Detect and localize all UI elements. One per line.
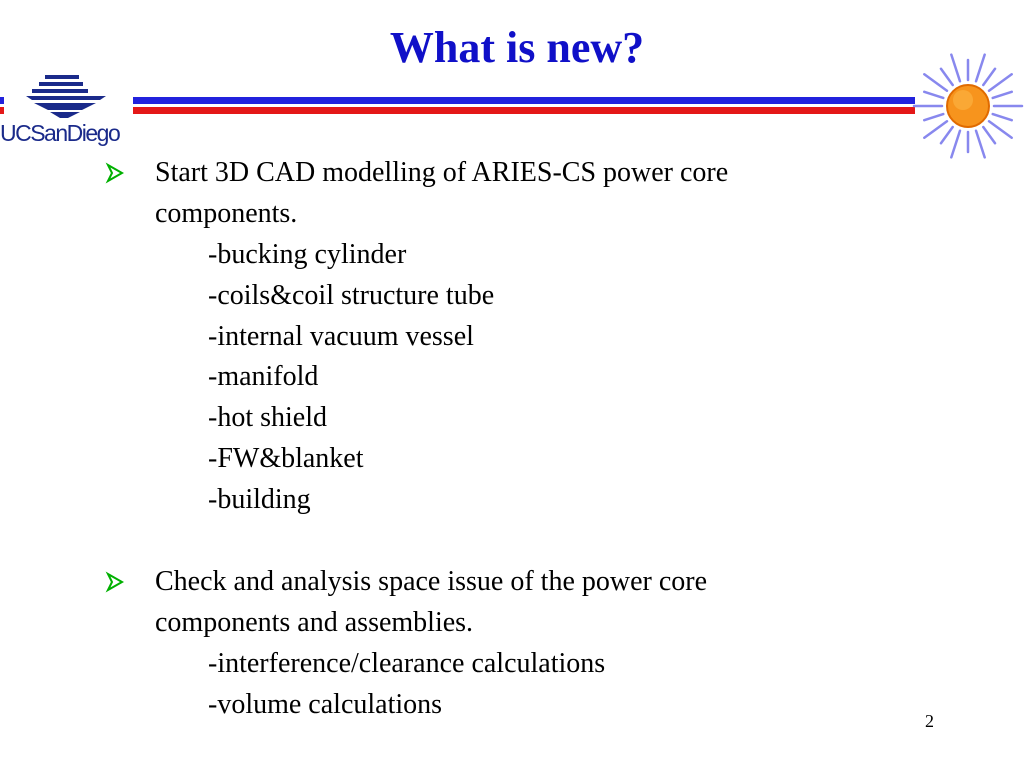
sun-ray	[976, 55, 985, 82]
sun-ray	[924, 74, 947, 90]
bullet-1-text: Start 3D CAD modelling of ARIES-CS power core	[155, 157, 729, 188]
sun-ray	[983, 127, 995, 143]
bullet-2-continuation: components and assemblies.	[155, 607, 474, 638]
bullet-1-subitem: -bucking cylinder	[208, 239, 407, 270]
bullet-1-subitem: -internal vacuum vessel	[208, 321, 474, 352]
bullet-1-continuation: components.	[155, 198, 298, 229]
sun-icon	[912, 50, 1024, 162]
header-stripe-red	[133, 107, 915, 114]
page-number: 2	[925, 711, 934, 731]
sun-ray	[951, 131, 960, 158]
bullet-2-subitem: -interference/clearance calculations	[208, 648, 606, 679]
sun-ray	[941, 127, 953, 143]
sun-ray	[951, 55, 960, 82]
ucsd-logo-text: UCSanDiego	[0, 120, 120, 146]
sun-ray	[993, 114, 1012, 120]
bullet-1-subitem: -building	[208, 484, 311, 515]
sun-ray	[941, 69, 953, 85]
bullet-1-subitem: -FW&blanket	[208, 443, 364, 474]
bullet-1-subitem: -coils&coil structure tube	[208, 280, 495, 311]
slide-title: What is new?	[389, 23, 645, 72]
bullet-2-text: Check and analysis space issue of the power core	[155, 566, 708, 597]
sun-ray	[983, 69, 995, 85]
sun-ray	[924, 114, 943, 120]
bullet-arrow-icon	[104, 571, 126, 593]
sun-ray	[989, 121, 1012, 137]
sun-ray	[993, 92, 1012, 98]
bullet-arrow-icon	[104, 162, 126, 184]
sun-ray	[924, 92, 943, 98]
sun-ray	[976, 131, 985, 158]
sun-ray	[924, 121, 947, 137]
bullet-1-subitem: -hot shield	[208, 402, 327, 433]
bullet-1-subitem: -manifold	[208, 361, 319, 392]
bullet-2-subitem: -volume calculations	[208, 689, 443, 720]
header-stripe-blue	[133, 97, 915, 104]
sun-ray	[989, 74, 1012, 90]
